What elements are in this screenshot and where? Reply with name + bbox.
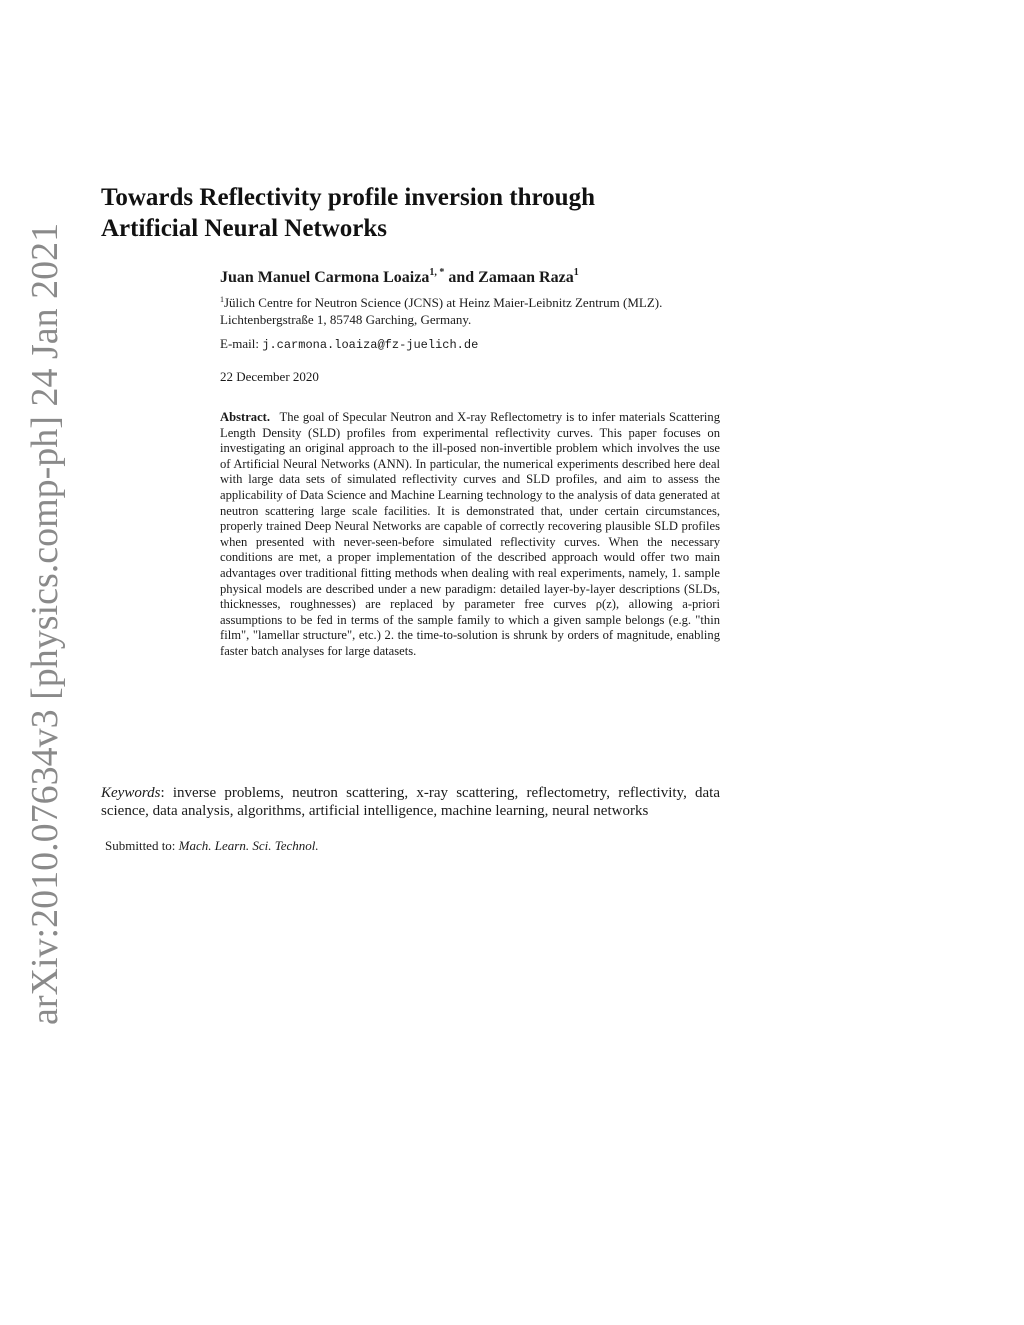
affiliation-text: Jülich Centre for Neutron Science (JCNS) at Heinz Maier-Leibnitz Zentrum (MLZ). Lichtenbergstraße 1, 85748 Garching, Germany. [220, 295, 663, 327]
author-1-affiliation-mark: 1, * [429, 267, 445, 278]
paper-date: 22 December 2020 [220, 369, 319, 384]
paper-title [101, 182, 741, 244]
abstract-text: The goal of Specular Neutron and X-ray Reflectometry is to infer materials Scattering Length Density (SLD) profiles from experimental reflectivity curves. This paper focuses on investigating an original approach to the ill-posed non-invertible problem which involves the use of Artificial Neural Networks (ANN). In particular, the numerical experiments described here deal with large data sets of simulated reflectivity curves and SLD profiles, and aim to assess the applicability of Data Science and Machine Learning technology to the analysis of data generated at neutron scattering large scale facilities. It is demonstrated that, under certain circumstances, properly trained Deep Neural Networks are capable of correctly recovering plausible SLD profiles when presented with never-seen-before simulated reflectivity curves. When the necessary conditions are met, a proper implementation of the described approach would offer two main advantages over traditional fitting methods when dealing with real experiments, namely, 1. sample physical models are described under a new paradigm: detailed layer-by-layer descriptions (SLDs, thicknesses, roughnesses) are replaced by parameter free curves ρ(z), allowing a-priori assumptions to be fed in terms of the sample family to which a given sample belongs (e.g. "thin film", "lamellar structure", etc.) 2. the time-to-solution is shrunk by orders of magnitude, enabling faster batch analyses for large datasets. [220, 410, 720, 658]
abstract-label: Abstract. [220, 410, 271, 424]
email-address-link[interactable]: j.carmona.loaiza@fz-juelich.de [262, 338, 479, 352]
submitted-journal: Mach. Learn. Sci. Technol. [178, 838, 319, 853]
title-line-2: Artificial Neural Networks [101, 215, 388, 242]
title-line-1: Towards Reflectivity profile inversion through [101, 184, 595, 211]
author-list [220, 268, 740, 288]
author-1-name: Juan Manuel Carmona Loaiza [220, 269, 430, 286]
abstract [220, 410, 720, 660]
author-2-name: Zamaan Raza [478, 269, 574, 286]
affiliation-mark: 1 [220, 295, 224, 304]
author-conjunction: and [444, 269, 479, 286]
submission-note [105, 837, 319, 854]
keywords-label: Keywords [101, 785, 161, 801]
email-label: E-mail: [220, 336, 263, 351]
keywords-text: : inverse problems, neutron scattering, x-ray scattering, reflectometry, reflectivity, data science, data analysis, algorithms, artificial intelligence, machine learning, neural networks [101, 785, 720, 819]
author-2-affiliation-mark: 1 [573, 267, 579, 278]
contact-email [220, 335, 478, 354]
submitted-label: Submitted to: [105, 838, 179, 853]
keywords [101, 785, 720, 820]
arxiv-identifier-stamp: arXiv:2010.07634v3 [physics.comp-ph] 24 Jan 2021 [24, 222, 66, 1025]
affiliation [220, 294, 720, 328]
